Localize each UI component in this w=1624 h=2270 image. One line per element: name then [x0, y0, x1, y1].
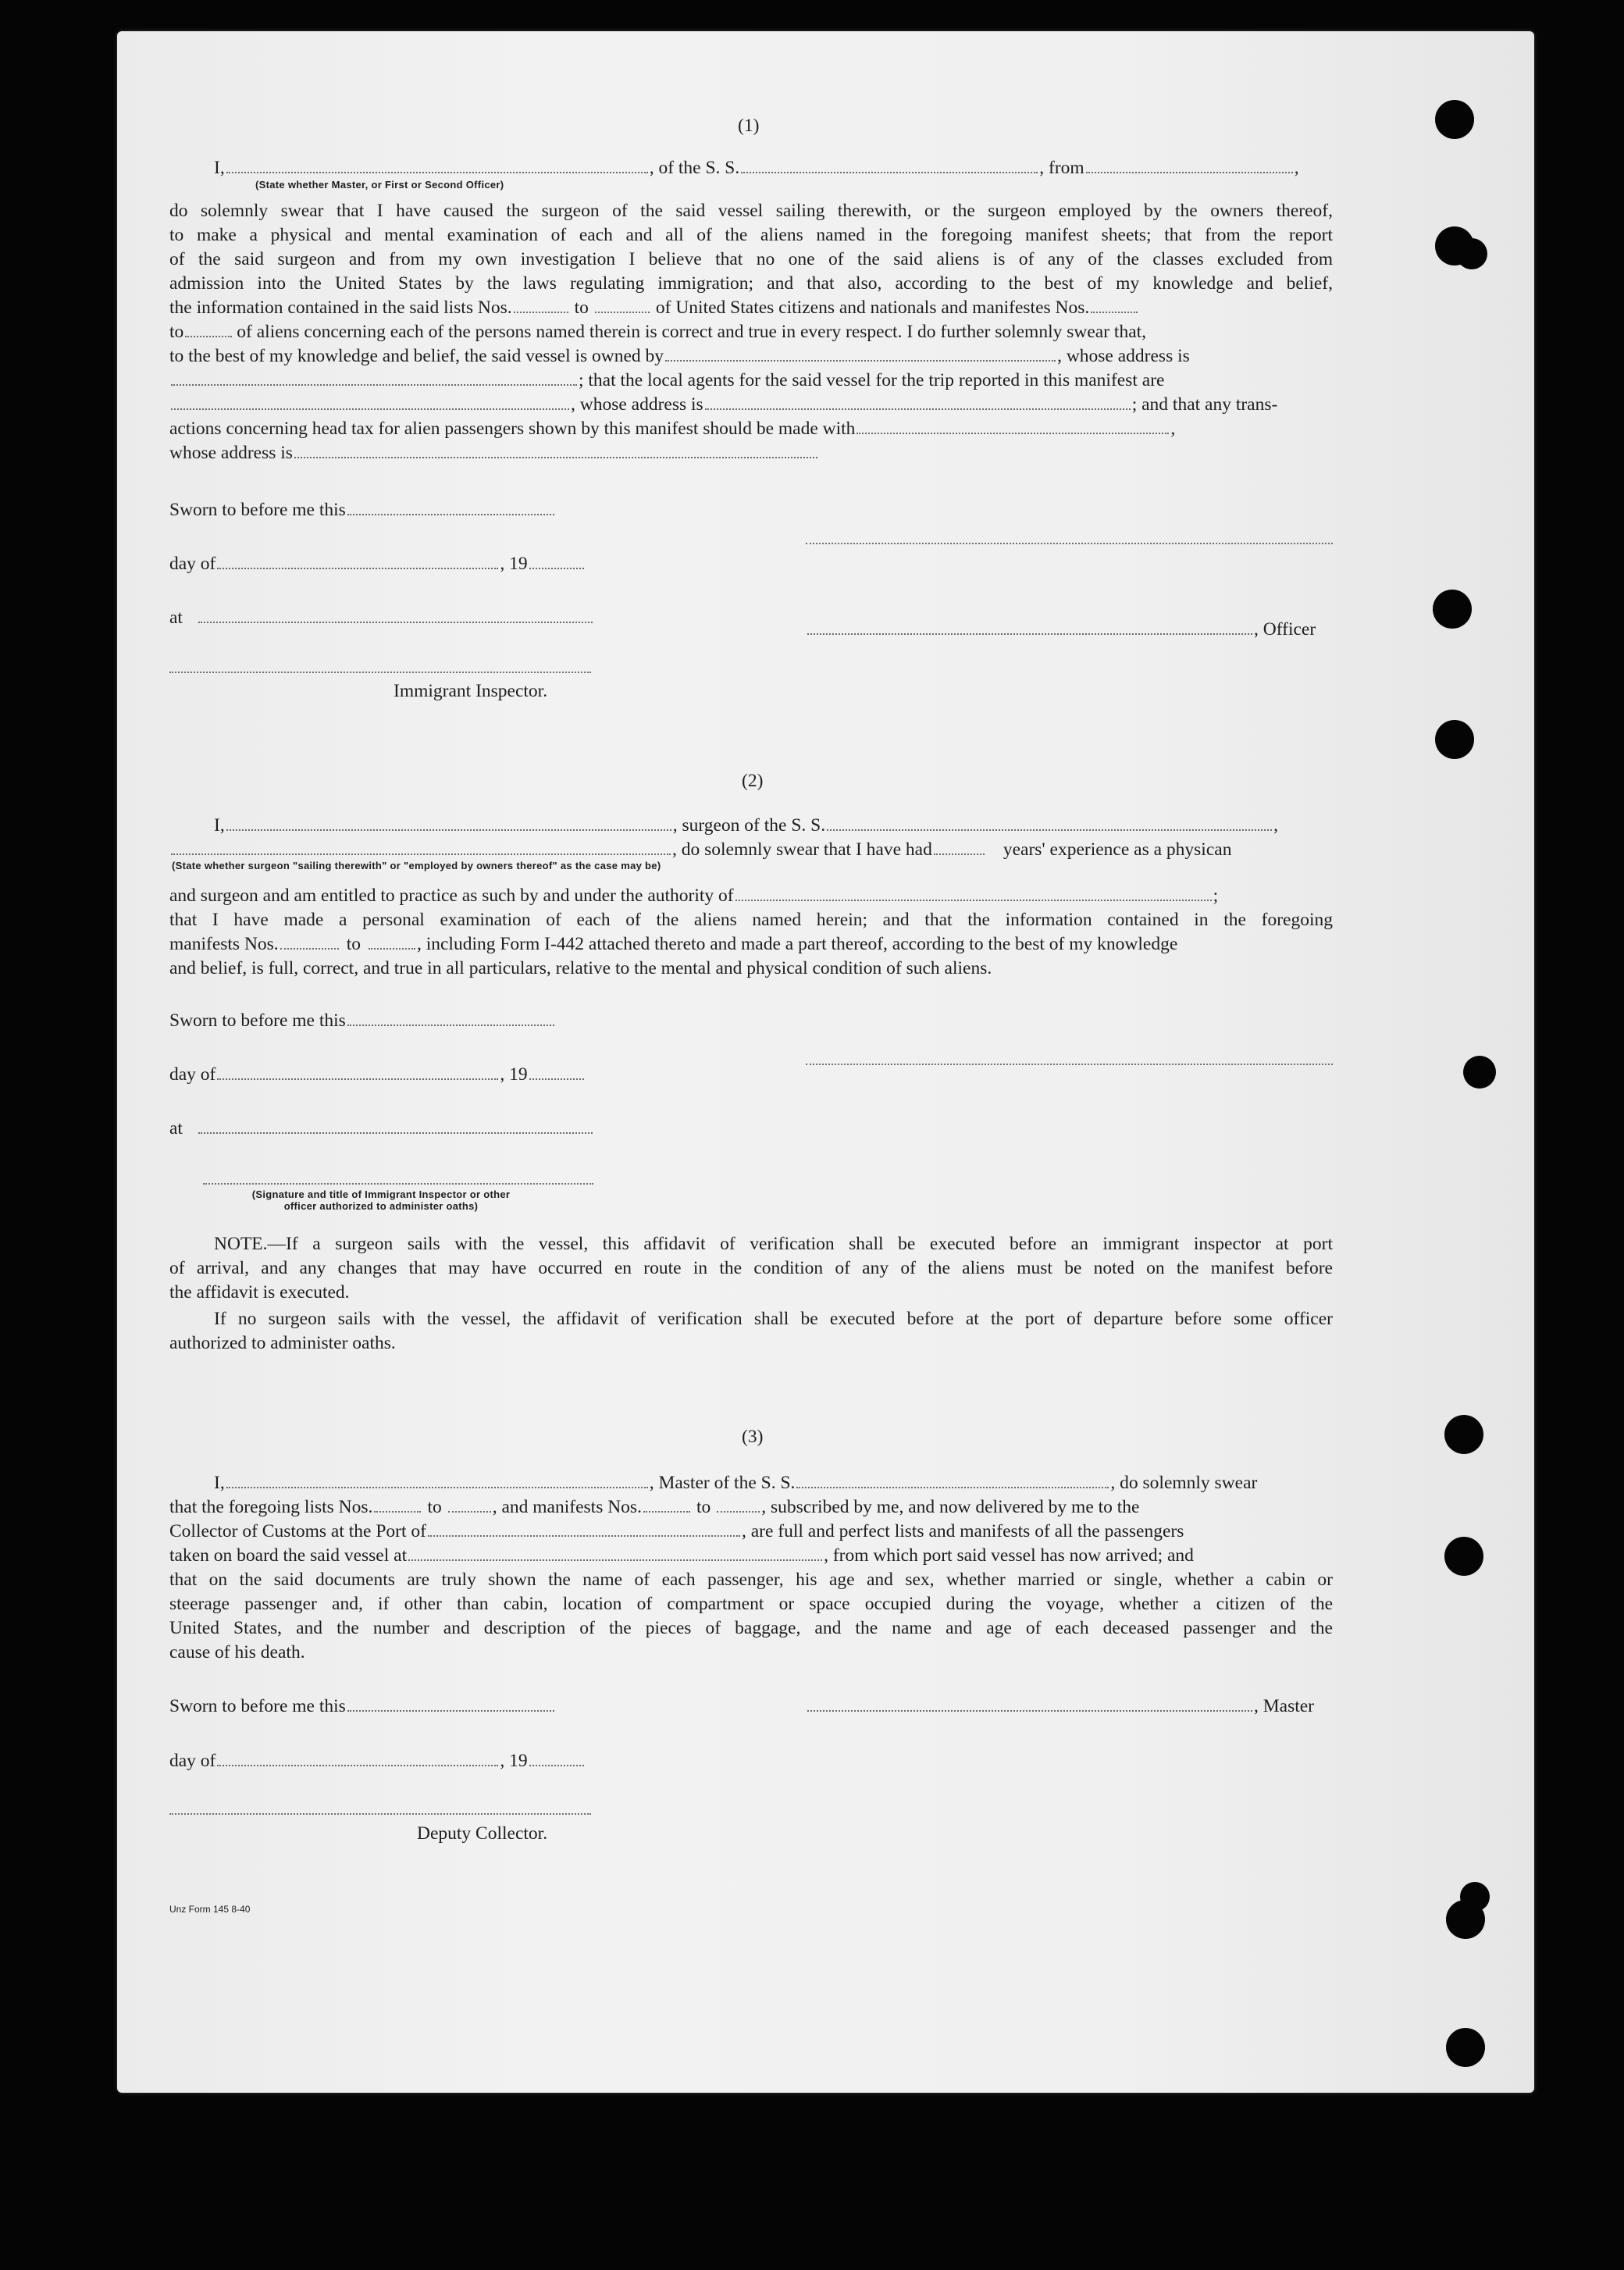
inspector-signature-line	[203, 1183, 593, 1185]
surgeon-note: NOTE.—If a surgeon sails with the vessel, this affidavit of verification shall be executed before an immigrant inspector at port	[214, 1234, 1333, 1254]
section-1-agents-line: ; that the local agents for the said vessel for the trip reported in this manifest are	[169, 369, 1164, 392]
section-1-text: to make a physical and mental examination of each and all of the aliens named in the foregoing manifest sheets; that from the report	[169, 225, 1333, 245]
section-2-text: and belief, is full, correct, and true in all particulars, relative to the mental and physical condition of such aliens.	[169, 958, 992, 978]
no-surgeon-note: If no surgeon sails with the vessel, the affidavit of verification shall be executed before at the port of departure before some officer	[214, 1309, 1333, 1329]
section-3-number: (3)	[742, 1427, 764, 1447]
signature-line	[806, 543, 1333, 544]
section-1-text: do solemnly swear that I have caused the surgeon of the said vessel sailing therewith, or the surgeon employed by the owners thereof,	[169, 201, 1333, 221]
section-3-line-2: that the foregoing lists Nos. to , and manifests Nos. to , subscribed by me, and now delivered by me to the	[169, 1497, 1140, 1517]
master-signature-line: , Master	[806, 1694, 1314, 1718]
section-1-lists-line: the information contained in the said lists Nos. to of United States citizens and nationals and manifestes Nos.	[169, 296, 1139, 319]
section-1-aliens-line: to of aliens concerning each of the persons named therein is correct and true in every respect. I do further solemnly swear that,	[169, 322, 1147, 342]
section-2-number: (2)	[742, 771, 764, 791]
officer-rank-instruction: (State whether Master, or First or Second Officer)	[255, 179, 504, 191]
surgeon-status-instruction: (State whether surgeon "sailing therewith" or "employed by owners thereof" as the case may be)	[172, 860, 661, 871]
section-2-manifests-line: manifests Nos. to , including Form I-442 attached thereto and made a part thereof, according to the best of my knowledge	[169, 934, 1178, 954]
binder-hole	[1435, 100, 1474, 139]
sworn-label: Sworn to before me this	[169, 1694, 556, 1718]
section-3-text: steerage passenger and, if other than cabin, location of compartment or space occupied during the voyage, whether a citizen of the	[169, 1594, 1333, 1614]
section-3-line-1: I, , Master of the S. S. , do solemnly swear	[214, 1473, 1258, 1493]
section-3-text: cause of his death.	[169, 1642, 305, 1662]
form-number: Unz Form 145 8-40	[169, 1904, 251, 1915]
at-label: at	[169, 606, 594, 629]
section-1-text: of the said surgeon and from my own investigation I believe that no one of the said aliens is of any of the classes excluded from	[169, 249, 1333, 269]
section-3-text: United States, and the number and description of the pieces of baggage, and the name and age of each deceased passenger and the	[169, 1618, 1333, 1638]
no-surgeon-note: authorized to administer oaths.	[169, 1333, 396, 1353]
binder-hole	[1460, 1882, 1490, 1912]
sworn-label: Sworn to before me this	[169, 1009, 556, 1032]
binder-hole	[1463, 1056, 1496, 1089]
day-label: day of , 19	[169, 1063, 586, 1086]
section-3-line-4: taken on board the said vessel at , from which port said vessel has now arrived; and	[169, 1545, 1194, 1566]
section-1-whose-address-line: whose address is	[169, 441, 819, 465]
inspector-signature-line	[169, 672, 591, 673]
collector-signature-line	[169, 1813, 591, 1815]
at-label: at	[169, 1117, 594, 1140]
section-2-authority-line: and surgeon and am entitled to practice as such by and under the authority of ;	[169, 886, 1219, 906]
officer-signature-line: , Officer	[806, 618, 1316, 641]
section-1-line-1: I, , of the S. S. , from ,	[214, 158, 1299, 178]
section-1-head-tax-line: actions concerning head tax for alien passengers shown by this manifest should be made with ,	[169, 419, 1176, 439]
binder-hole	[1444, 1415, 1483, 1454]
surgeon-note: the affidavit is executed.	[169, 1282, 350, 1302]
section-2-text: that I have made a personal examination of each of the aliens named herein; and that the information contained in the foregoing	[169, 910, 1333, 930]
signature-title-instruction: (Signature and title of Immigrant Inspector or other officer authorized to administer oaths)	[251, 1188, 511, 1212]
binder-hole	[1446, 2028, 1485, 2067]
section-3-line-3: Collector of Customs at the Port of , are full and perfect lists and manifests of all the passengers	[169, 1521, 1184, 1541]
surgeon-note: of arrival, and any changes that may have occurred en route in the condition of any of the aliens must be noted on the manifest before	[169, 1258, 1333, 1278]
binder-hole	[1435, 720, 1474, 759]
signature-line	[806, 1064, 1333, 1065]
section-3-text: that on the said documents are truly shown the name of each passenger, his age and sex, whether married or single, whether a cabin or	[169, 1570, 1333, 1590]
deputy-collector-label: Deputy Collector.	[417, 1823, 548, 1844]
section-1-owner-line: to the best of my knowledge and belief, the said vessel is owned by , whose address is	[169, 346, 1190, 366]
section-2-line-1: I, , surgeon of the S. S. ,	[214, 815, 1278, 836]
immigrant-inspector-label: Immigrant Inspector.	[394, 681, 548, 701]
binder-hole	[1456, 238, 1487, 269]
sworn-label: Sworn to before me this	[169, 498, 556, 522]
section-1-agents-address-line: , whose address is ; and that any trans-	[169, 393, 1277, 416]
section-2-line-2: , do solemnly swear that I have had years' experience as a physican	[169, 838, 1231, 861]
section-1-text: admission into the United States by the laws regulating immigration; and that also, according to the best of my knowledge and belief,	[169, 273, 1333, 294]
binder-hole	[1433, 590, 1472, 629]
binder-hole	[1444, 1537, 1483, 1576]
day-label: day of , 19	[169, 552, 586, 576]
section-1-number: (1)	[738, 116, 760, 136]
day-label: day of , 19	[169, 1749, 586, 1773]
